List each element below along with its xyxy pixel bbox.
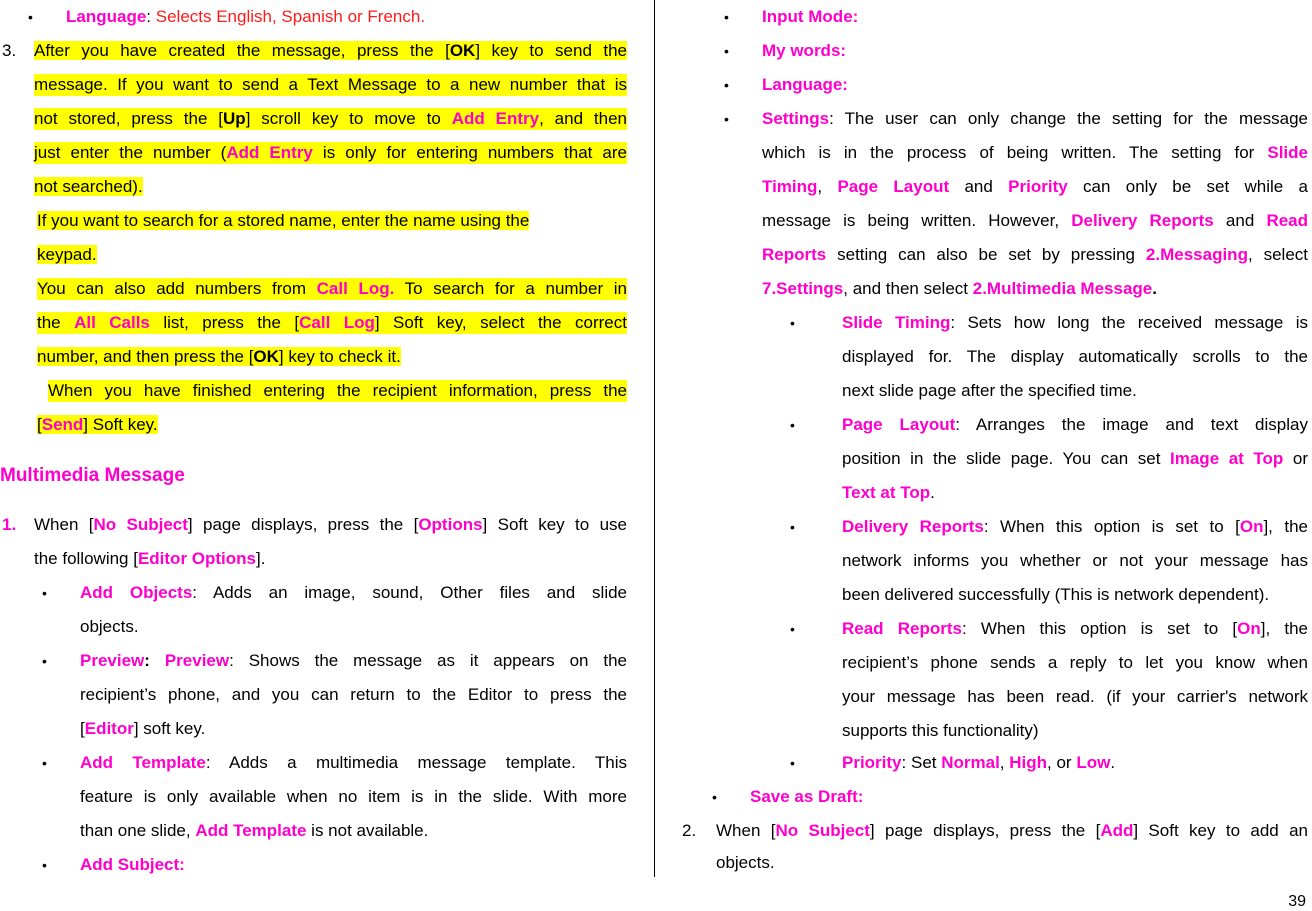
step3-line5: not searched). [34, 177, 143, 196]
add-subject-item: Add Subject: [80, 855, 185, 874]
slide-timing-line3: next slide page after the specified time. [842, 381, 1137, 400]
bullet: • [42, 653, 47, 669]
multimedia-heading: Multimedia Message [0, 465, 185, 486]
settings-line6: 7.Settings, and then select 2.Multimedia Message. [762, 279, 1157, 298]
bullet: • [42, 755, 47, 771]
page-number: 39 [1288, 893, 1306, 910]
bullet: • [724, 77, 729, 93]
step3-line2: message. If you want to send a Text Message to a new number that is [34, 75, 627, 94]
language-item: Language: Selects English, Spanish or French. [66, 7, 426, 26]
step-number: 1. [2, 515, 17, 534]
search-line1: If you want to search for a stored name, enter the name using the [37, 211, 530, 230]
bullet: • [790, 417, 795, 433]
calllog-line1: You can also add numbers from Call Log. To search for a number in [37, 279, 627, 298]
read-reports-line1: Read Reports: When this option is set to [On], the [842, 619, 1308, 638]
step1-line2: the following [Editor Options]. [34, 549, 266, 568]
add-objects-line1: Add Objects: Adds an image, sound, Other files and slide [80, 583, 627, 602]
preview-line3: [Editor] soft key. [80, 719, 206, 738]
add-template-line1: Add Template: Adds a multimedia message template. This [80, 753, 627, 772]
bullet: • [42, 585, 47, 601]
bullet: • [724, 111, 729, 127]
bullet: • [28, 9, 33, 25]
finish-line2: [Send] Soft key. [37, 415, 158, 434]
step-number: 3. [2, 41, 17, 60]
add-template-line3: than one slide, Add Template is not available. [80, 821, 429, 840]
bullet: • [790, 621, 795, 637]
add-template-line2: feature is only available when no item is in the slide. With more [80, 787, 627, 806]
step3-line4: just enter the number (Add Entry is only for entering numbers that are [34, 143, 627, 162]
step1-line1: When [No Subject] page displays, press the [Options] Soft key to use [34, 515, 627, 534]
settings-line5: Reports setting can also be set by pressing 2.Messaging, select [762, 245, 1309, 264]
page-layout-line3: Text at Top. [842, 483, 935, 502]
bullet: • [724, 43, 729, 59]
settings-line4: message is being written. However, Delivery Reports and Read [762, 211, 1309, 230]
calllog-line2: the All Calls list, press the [Call Log] Soft key, select the correct [37, 313, 627, 332]
bullet: • [42, 857, 47, 873]
delivery-line2: network informs you whether or not your message has [842, 551, 1308, 570]
step3-line1: After you have created the message, press the [OK] key to send the [34, 41, 627, 60]
add-objects-line2: objects. [80, 617, 139, 636]
bullet: • [712, 789, 717, 805]
delivery-line1: Delivery Reports: When this option is set to [On], the [842, 517, 1308, 536]
input-mode-item: Input Mode: [762, 7, 859, 26]
save-draft-item: Save as Draft: [750, 787, 864, 806]
slide-timing-line2: displayed for. The display automatically scrolls to the [842, 347, 1308, 366]
read-reports-line3: your message has been read. (if your carrier's network [842, 687, 1308, 706]
search-line2: keypad. [37, 245, 97, 264]
bullet: • [790, 519, 795, 535]
preview-line2: recipient’s phone, and you can return to the Editor to press the [80, 685, 627, 704]
priority-line: Priority: Set Normal, High, or Low. [842, 753, 1116, 772]
step-number: 2. [682, 821, 697, 840]
finish-line1: When you have finished entering the recipient information, press the [48, 381, 627, 400]
language-item: Language: [762, 75, 848, 94]
settings-line1: Settings: The user can only change the setting for the message [762, 109, 1308, 128]
read-reports-line4: supports this functionality) [842, 721, 1039, 740]
step2-line1: When [No Subject] page displays, press the [Add] Soft key to add an [716, 821, 1309, 840]
page-layout-line1: Page Layout: Arranges the image and text display [842, 415, 1308, 434]
preview-line1: Preview: Preview: Shows the message as it appears on the [80, 651, 628, 670]
step2-line2: objects. [716, 853, 775, 872]
my-words-item: My words: [762, 41, 847, 60]
bullet: • [724, 9, 729, 25]
slide-timing-line1: Slide Timing: Sets how long the received message is [842, 313, 1308, 332]
read-reports-line2: recipient’s phone sends a reply to let you know when [842, 653, 1308, 672]
calllog-line3: number, and then press the [OK] key to check it. [37, 347, 401, 366]
settings-line2: which is in the process of being written. The setting for Slide [762, 143, 1308, 162]
bullet: • [790, 315, 795, 331]
delivery-line3: been delivered successfully (This is network dependent). [842, 585, 1270, 604]
step3-line3: not stored, press the [Up] scroll key to move to Add Entry, and then [34, 109, 627, 128]
column-divider [654, 0, 655, 877]
page-layout-line2: position in the slide page. You can set Image at Top or [842, 449, 1309, 468]
bullet: • [790, 755, 795, 771]
settings-line3: Timing, Page Layout and Priority can only be set while a [762, 177, 1308, 196]
